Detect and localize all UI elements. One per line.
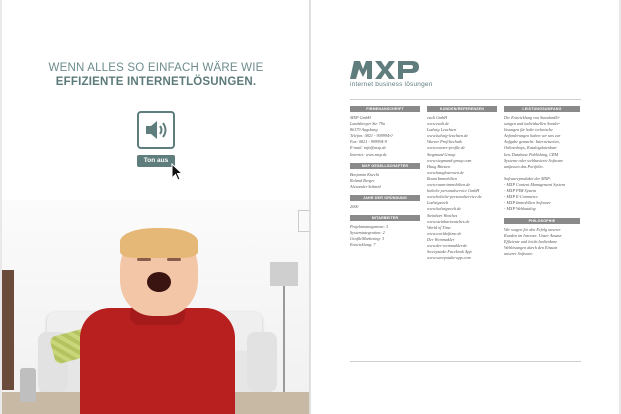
sofa-arm-right bbox=[247, 332, 277, 392]
section-text: Wir sorgen für den Erfolg unserer Kunden im Internet. Unser Ansatz: Effiziente und leicht bedienbare Weblösungen durch den Einsatz unserer Software. bbox=[504, 226, 563, 256]
child-eye-right bbox=[167, 258, 181, 261]
section-heading: PHILOSOPHIE bbox=[504, 218, 580, 224]
section-text: Die Entwicklung von Standardlö- sungen und individuellen Sonder- lösungen für hohe technische Anforderungen haben wir uns zur Aufgabe gemacht: Internetseiten, Onlineshops, Katalogdatenban- ken, Database Publishing, CRM Systeme oder webbasierte Software umfassen das Portfolio. Softwareprodukte der MXP: - MXP Content Management System - MXP PIM System - MXP E-Commerce - MXP Immobilien Software - MXP Webkatalog bbox=[504, 115, 565, 212]
section-heading: JAHR DER GRÜNDUNG bbox=[350, 195, 420, 201]
divider-top bbox=[350, 99, 581, 100]
divider-bottom bbox=[350, 361, 581, 362]
section-text: ezali GmbH www.ezali.de Ludwig Leuchten www.ludwig-leuchten.de Wurzer Profiltechnik www.wurzer-profile.de Siegmund Group www.siegmund-group.com Haug Bürsten www.haugbuersten.de Raum Immobilien www.raum-immobilien.de holtelte personalservice GmbH www.holtelte-personalservice.de Ludwigswelt www.ludwigswelt.de Steinbart Watches www.steinbartwatches.de World of Time www.worldoftime.de Der Weinmakler www.der-weinmakler.de Sweepstake Facebook App www.sweepstake-app.com bbox=[427, 115, 482, 261]
section-text: Benjamin Knecht Roland Berger Alexander Schmid bbox=[350, 171, 381, 189]
section-heading: LEISTUNGSUMFANG bbox=[504, 106, 580, 112]
headline-line-2: EFFIZIENTE INTERNETLÖSUNGEN. bbox=[55, 76, 257, 88]
lamp-stem bbox=[283, 286, 285, 396]
lamp-shade bbox=[270, 262, 298, 286]
sound-off-button[interactable]: Ton aus bbox=[137, 155, 175, 167]
info-column-1 bbox=[350, 106, 420, 253]
info-column-3 bbox=[504, 106, 580, 262]
section-text: Projektmanagement: 3 Systemintegration: 2 Grafik/Marketing: 3 Entwicklung: 7 bbox=[350, 224, 389, 248]
brochure-spread bbox=[2, 0, 619, 414]
child-mouth bbox=[147, 272, 171, 292]
section-heading: KUNDEN/REFERENZEN bbox=[427, 106, 497, 112]
child-eye-left bbox=[137, 258, 151, 261]
mouse-cursor-icon bbox=[171, 163, 185, 186]
info-column-2 bbox=[427, 106, 497, 266]
child-hair bbox=[120, 228, 198, 258]
tagline: internet business lösungen bbox=[350, 81, 433, 88]
section-heading: MITARBEITER bbox=[350, 215, 420, 221]
vase bbox=[20, 368, 36, 402]
section-text: 2000 bbox=[350, 203, 359, 209]
speaker-button[interactable] bbox=[137, 111, 175, 149]
section-heading: MXP GESELLSCHAFTER bbox=[350, 163, 420, 169]
section-heading: FIRMENANSCHRIFT bbox=[350, 106, 420, 112]
headline-line-1: WENN ALLES SO EINFACH WÄRE WIE bbox=[48, 62, 264, 74]
left-page bbox=[2, 0, 310, 414]
section-text: MXP GmbH Landsberger Str. 79a 86179 Augsburg Telefon: 0821 - 909994-0 Fax: 0821 - 909994-9 E-mail: info@mxp.de Internet: www.mxp.de bbox=[350, 115, 393, 157]
wall-panel bbox=[2, 270, 14, 390]
right-page bbox=[311, 0, 619, 414]
